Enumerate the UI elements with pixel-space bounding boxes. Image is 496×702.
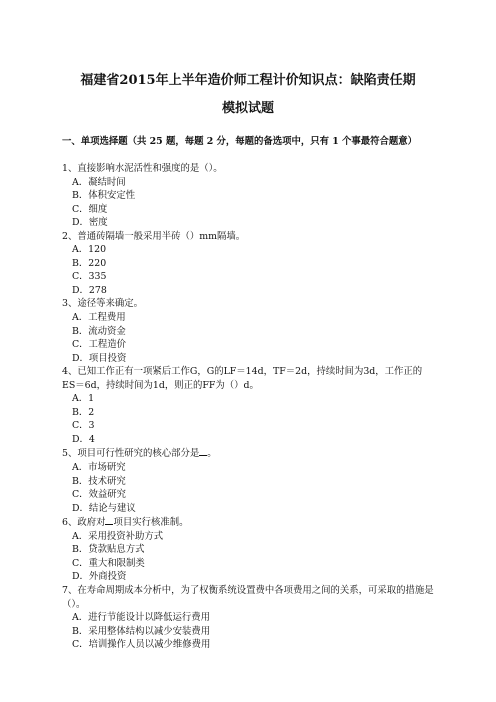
question-3-option-d: D．项目投资 xyxy=(72,352,127,364)
question-5-option-d: D．结论与建议 xyxy=(72,502,136,514)
question-5-stem-end: 。 xyxy=(207,448,217,460)
question-2-stem: 2、普通砖隔墙一般采用半砖（）mm隔墙。 xyxy=(62,230,246,242)
question-2-option-d: D．278 xyxy=(72,284,107,296)
question-5-option-b: B．技术研究 xyxy=(72,475,126,487)
question-4-option-a: A．1 xyxy=(72,393,95,405)
question-3-option-c: C．工程造价 xyxy=(72,339,127,351)
question-3-option-b: B．流动资金 xyxy=(72,325,126,337)
document-title-line-1: 福建省2015年上半年造价师工程计价知识点：缺陷责任期 xyxy=(80,73,416,88)
question-1-option-a: A．凝结时间 xyxy=(72,176,126,188)
question-7-stem: 7、在寿命周期成本分析中，为了权衡系统设置费中各项费用之间的关系，可采取的措施是（）。 xyxy=(62,584,434,610)
question-6-option-b: B．贷款贴息方式 xyxy=(72,544,145,556)
question-5-option-a: A．市场研究 xyxy=(72,462,126,474)
question-7-option-a: A．进行节能设计以降低运行费用 xyxy=(72,612,211,624)
question-3-option-a: A．工程费用 xyxy=(72,312,126,324)
question-2-option-c: C．335 xyxy=(72,271,107,283)
question-5-stem-text: 5、项目可行性研究的核心部分是 xyxy=(62,448,200,460)
question-2-option-a: A．120 xyxy=(72,244,107,256)
question-7-option-b: B．采用整体结构以减少安装费用 xyxy=(72,625,211,637)
question-7-option-c: C．培训操作人员以减少维修费用 xyxy=(72,639,211,651)
question-4-option-b: B．2 xyxy=(72,406,95,418)
question-6-option-a: A．采用投资补助方式 xyxy=(72,530,164,542)
document-title-line-2: 模拟试题 xyxy=(221,101,274,116)
question-2-option-b: B．220 xyxy=(72,257,107,269)
question-5-option-c: C．效益研究 xyxy=(72,489,127,501)
question-6-stem xyxy=(62,515,434,530)
question-3-stem: 3、途径等来确定。 xyxy=(62,298,143,310)
question-6-stem-text: 6、政府对 xyxy=(62,517,106,529)
question-4-option-c: C．3 xyxy=(72,420,95,432)
question-1-option-d: D．密度 xyxy=(72,217,108,229)
question-6-option-c: C．重大和限制类 xyxy=(72,557,145,569)
question-5-stem xyxy=(62,446,434,461)
question-4-stem: 4、已知工作正有一项紧后工作G，G的LF＝14d，TF＝2d，持续时间为3d，工作正的ES＝6d，持续时间为1d，则正的FF为（）d。 xyxy=(62,366,423,391)
question-1-option-c: C．细度 xyxy=(72,203,108,215)
question-4-option-d: D．4 xyxy=(72,433,95,445)
question-6-option-d: D．外商投资 xyxy=(72,571,127,583)
question-1-option-b: B．体积安定性 xyxy=(72,190,136,202)
question-6-stem-end: 项目实行核准制。 xyxy=(113,517,189,529)
question-1-stem: 1、直接影响水泥活性和强度的是（）。 xyxy=(62,163,223,174)
question-list xyxy=(62,162,434,652)
section-heading: 一、单项选择题（共 25 题，每题 2 分，每题的备选项中，只有 1 个事最符合题意） xyxy=(62,136,418,147)
